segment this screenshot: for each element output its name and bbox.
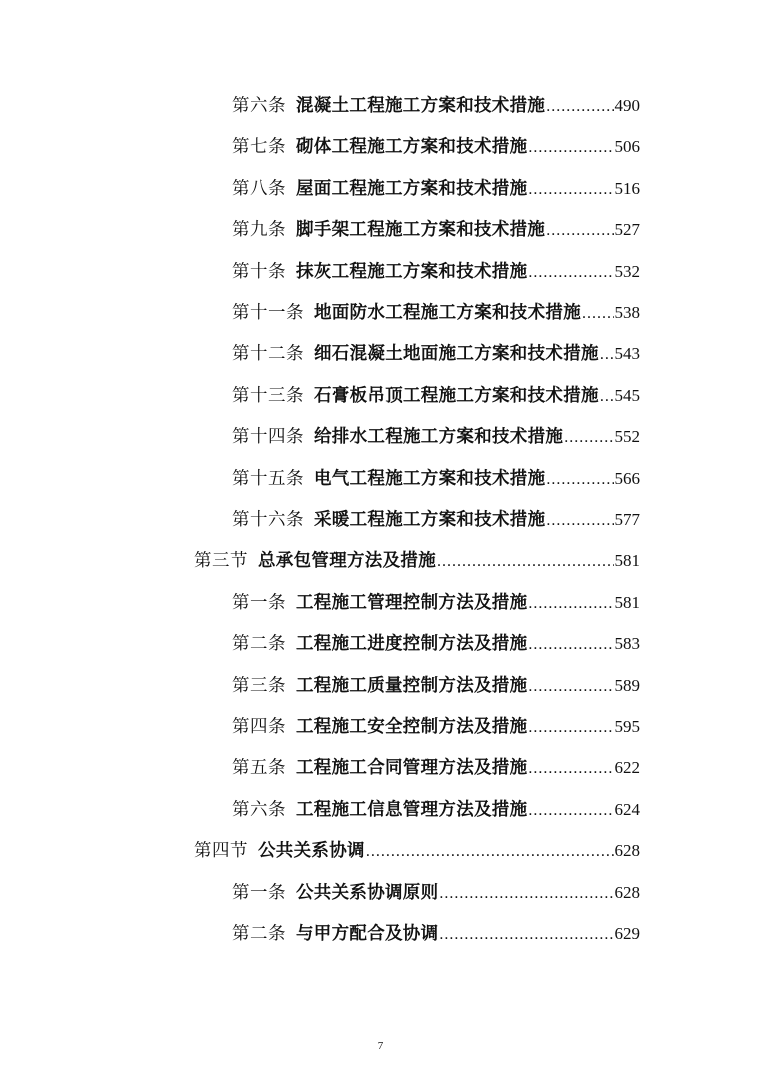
toc-entry[interactable]	[232, 672, 640, 702]
toc-entry-title: 电气工程施工方案和技术措施	[314, 468, 546, 489]
toc-entry[interactable]	[232, 382, 640, 412]
toc-entry-title: 混凝土工程施工方案和技术措施	[296, 96, 546, 116]
toc-entry-page: 583	[614, 634, 640, 654]
dot-leader	[528, 802, 613, 820]
toc-entry-label: 第八条	[232, 178, 286, 199]
dot-leader	[439, 885, 613, 903]
toc-entry-title: 公共关系协调	[258, 841, 365, 862]
dot-leader	[528, 264, 613, 282]
toc-entry[interactable]	[232, 920, 640, 950]
toc-entry-title: 工程施工质量控制方法及措施	[296, 675, 528, 696]
toc-entry[interactable]	[232, 796, 640, 826]
toc-entry-label: 第四条	[232, 717, 286, 737]
toc-entry-title: 工程施工安全控制方法及措施	[296, 717, 528, 737]
toc-entry[interactable]	[232, 506, 640, 536]
toc-entry-page: 628	[614, 841, 640, 861]
toc-section-entry[interactable]	[194, 837, 640, 867]
toc-entry-page: 624	[614, 799, 640, 819]
dot-leader	[528, 595, 613, 613]
toc-entry-label: 第十五条	[232, 468, 304, 489]
toc-entry-label: 第十条	[232, 261, 286, 282]
toc-entry[interactable]	[232, 423, 640, 453]
toc-entry-label: 第一条	[232, 882, 286, 903]
dot-leader	[528, 181, 613, 199]
toc-entry-label: 第三节	[194, 551, 248, 572]
toc-entry-title: 屋面工程施工方案和技术措施	[296, 178, 528, 199]
toc-entry-page: 566	[614, 468, 640, 488]
toc-entry[interactable]	[232, 465, 640, 495]
dot-leader	[528, 760, 613, 778]
page-number: 7	[377, 1040, 384, 1052]
toc-entry-page: 538	[614, 303, 640, 322]
toc-entry[interactable]	[232, 713, 640, 743]
toc-entry-title: 砌体工程施工方案和技术措施	[296, 137, 528, 158]
toc-entry[interactable]	[232, 630, 640, 660]
toc-entry-label: 第十一条	[232, 303, 304, 323]
toc-entry-title: 采暖工程施工方案和技术措施	[314, 510, 546, 530]
toc-entry-label: 第七条	[232, 137, 286, 158]
toc-entry-page: 532	[614, 261, 640, 281]
toc-entry-page: 516	[614, 178, 640, 198]
toc-entry-page: 577	[614, 510, 640, 529]
toc-entry[interactable]	[232, 133, 640, 163]
toc-entry[interactable]	[232, 258, 640, 288]
toc-entry-page: 622	[614, 758, 640, 778]
toc-entry-title: 给排水工程施工方案和技术措施	[314, 427, 564, 448]
toc-entry-title: 总承包管理方法及措施	[258, 551, 436, 572]
toc-entry-title: 工程施工进度控制方法及措施	[296, 634, 528, 655]
toc-entry[interactable]	[232, 589, 640, 619]
toc-entry-page: 490	[614, 96, 640, 115]
toc-entry-page: 545	[614, 385, 640, 405]
toc-entry-page: 629	[614, 924, 640, 943]
toc-entry-title: 地面防水工程施工方案和技术措施	[314, 303, 581, 323]
dot-leader	[528, 636, 613, 654]
toc-entry-page: 589	[614, 675, 640, 695]
toc-entry-page: 581	[614, 592, 640, 612]
toc-entry-page: 595	[614, 717, 640, 736]
toc-entry-title: 与甲方配合及协调	[296, 924, 439, 944]
dot-leader	[528, 719, 613, 737]
toc-entry-label: 第二条	[232, 634, 286, 655]
toc-entry[interactable]	[232, 92, 640, 122]
dot-leader	[528, 139, 613, 157]
dot-leader	[437, 553, 614, 571]
toc-entry-label: 第二条	[232, 924, 286, 944]
toc-entry-title: 公共关系协调原则	[296, 882, 439, 903]
dot-leader	[546, 471, 613, 489]
dot-leader	[600, 346, 614, 364]
toc-entry-label: 第六条	[232, 799, 286, 820]
toc-entry-page: 543	[614, 344, 640, 364]
toc-entry-page: 527	[614, 220, 640, 240]
toc-entry-page: 552	[614, 427, 640, 447]
toc-entry-title: 抹灰工程施工方案和技术措施	[296, 261, 528, 282]
toc-entry-page: 506	[614, 137, 640, 157]
toc-entry-page: 628	[614, 882, 640, 902]
toc-entry[interactable]	[232, 299, 640, 329]
toc-entry[interactable]	[232, 175, 640, 205]
toc-entry[interactable]	[232, 879, 640, 909]
toc-entry-label: 第十三条	[232, 385, 304, 406]
dot-leader	[439, 926, 613, 944]
toc-entry-label: 第十六条	[232, 510, 304, 530]
toc-entry[interactable]	[232, 754, 640, 784]
toc-entry[interactable]	[232, 340, 640, 370]
toc-entry-title: 工程施工合同管理方法及措施	[296, 758, 528, 779]
toc-entry-label: 第十四条	[232, 427, 304, 448]
dot-leader	[600, 388, 614, 406]
toc-entry-label: 第五条	[232, 758, 286, 779]
toc-entry-label: 第三条	[232, 675, 286, 696]
toc-entry-title: 脚手架工程施工方案和技术措施	[296, 220, 546, 241]
dot-leader	[546, 222, 613, 240]
toc-entry-title: 石膏板吊顶工程施工方案和技术措施	[314, 385, 599, 406]
toc-entry-label: 第六条	[232, 96, 286, 116]
toc-entry-page: 581	[614, 551, 640, 571]
toc-entry-label: 第一条	[232, 592, 286, 613]
toc-entry-title: 工程施工管理控制方法及措施	[296, 592, 528, 613]
dot-leader	[582, 305, 614, 323]
dot-leader	[546, 98, 613, 116]
dot-leader	[366, 843, 614, 861]
dot-leader	[546, 512, 613, 530]
toc-entry[interactable]	[232, 216, 640, 246]
toc-entry-label: 第四节	[194, 841, 248, 862]
toc-entry-title: 细石混凝土地面施工方案和技术措施	[314, 344, 599, 365]
toc-entry-label: 第九条	[232, 220, 286, 241]
toc-section-entry[interactable]	[194, 547, 640, 577]
dot-leader	[564, 429, 613, 447]
toc-entry-label: 第十二条	[232, 344, 304, 365]
toc-entry-title: 工程施工信息管理方法及措施	[296, 799, 528, 820]
dot-leader	[528, 678, 613, 696]
